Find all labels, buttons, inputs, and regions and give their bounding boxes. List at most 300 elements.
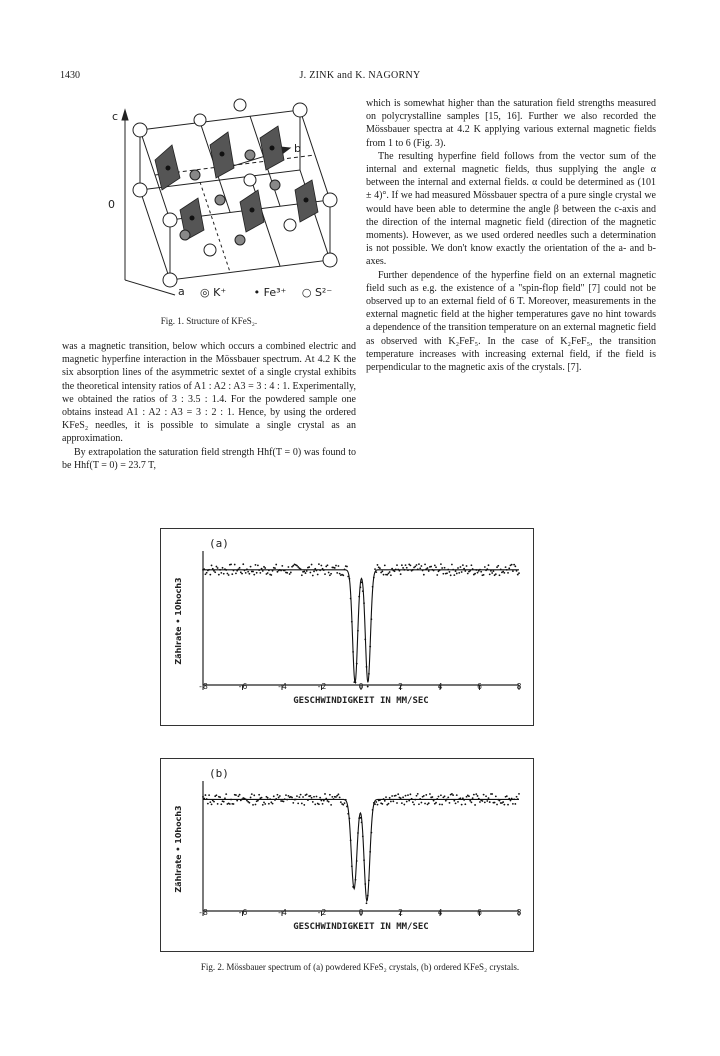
data-point: [408, 800, 410, 802]
data-point: [202, 796, 204, 798]
data-point: [395, 795, 397, 797]
data-point: [281, 565, 283, 567]
y-axis-label: Zählrate • 10hoch3: [174, 805, 183, 893]
data-point: [335, 796, 337, 798]
paragraph: By extrapolation the saturation field strength Hhf(T = 0) was found to be Hhf(T = 0) = 23.7 T,: [62, 446, 356, 471]
data-point: [263, 801, 265, 803]
data-point: [416, 564, 418, 566]
data-point: [229, 803, 231, 805]
data-point: [313, 796, 315, 798]
data-point: [479, 801, 481, 803]
data-point: [497, 565, 499, 567]
data-point: [424, 803, 426, 805]
data-point: [513, 564, 515, 566]
data-point: [418, 563, 420, 565]
data-point: [431, 796, 433, 798]
data-point: [235, 794, 237, 796]
data-point: [223, 801, 225, 803]
fig2-caption: Fig. 2. Mössbauer spectrum of (a) powdered KFeS₂ crystals, (b) ordered KFeS₂ crystals.: [200, 962, 520, 972]
data-point: [414, 566, 416, 568]
data-point: [233, 803, 235, 805]
data-point: [306, 570, 308, 572]
data-point: [331, 796, 333, 798]
data-point: [330, 804, 332, 806]
data-point: [205, 794, 207, 796]
data-point: [206, 572, 208, 574]
data-point: [230, 563, 232, 565]
data-point: [507, 572, 509, 574]
paragraph: Further dependence of the hyperfine field on an external magnetic field such as e.g. the existence of a "spin-flop field" [7] could not be observed up to an external field of 6 T. Moreover, measurements in the external magnetic field at the higher temperatures gave no hint towards a dependence of the transition temperature on an external magnetic field as observed with K₂FeF₅. In the case of K₂FeF₅, the transition temperature increases with increasing external field, if the field is perpendicular to the magnetic axis of the crystals. [7].: [366, 269, 656, 374]
data-point: [492, 570, 494, 572]
data-point: [518, 572, 520, 574]
paragraph: was a magnetic transition, below which occurs a combined electric and magnetic hyperfine interaction in the Mössbauer spectrum. At 4.2 K the six absorption lines of the asymmetric sextet of a single crystal exhibits the theoretical intensity ratios of A1 : A2 : A3 = 3 : 4 : 1. Experimentally, we obtained the ratios of 3 : 3.5 : 1.4. For the powdered sample one obtains instead A1 : A2 : A3 = 3 : 2 : 1. Hence, by using the ordered KFeS₂ needles, it is possible to simulate a single crystal as an approximation.: [62, 341, 356, 445]
data-point: [208, 794, 210, 796]
data-point: [257, 564, 259, 566]
axis-label-origin: 0: [108, 198, 115, 211]
x-tick-label: -6: [237, 682, 248, 691]
data-point: [252, 571, 254, 573]
data-point: [267, 797, 269, 799]
page-header: [40, 70, 680, 84]
x-tick-label: -6: [237, 908, 248, 917]
data-point: [389, 797, 391, 799]
data-point: [237, 795, 239, 797]
fig1-legend: [200, 286, 344, 299]
x-tick-label: -8: [198, 908, 208, 917]
data-point: [323, 800, 325, 802]
data-point: [412, 801, 414, 803]
data-point: [475, 793, 477, 795]
data-point: [394, 570, 396, 572]
data-point: [308, 566, 310, 568]
data-point: [255, 564, 257, 566]
data-point: [340, 801, 342, 803]
x-tick-label: 6: [477, 682, 482, 691]
data-point: [258, 794, 260, 796]
x-tick-label: -2: [316, 908, 327, 917]
data-point: [508, 567, 510, 569]
data-point: [334, 567, 336, 569]
data-point: [312, 801, 314, 803]
fit-curve: [203, 799, 519, 901]
data-point: [248, 802, 250, 804]
data-point: [305, 572, 307, 574]
spectrum-b-plot: [161, 759, 533, 951]
data-point: [339, 796, 341, 798]
data-point: [270, 801, 272, 803]
data-point: [217, 567, 219, 569]
data-point: [514, 565, 516, 567]
data-point: [386, 574, 388, 576]
data-point: [471, 564, 473, 566]
data-point: [336, 572, 338, 574]
data-point: [449, 802, 451, 804]
x-tick-label: 2: [398, 682, 403, 691]
data-point: [407, 794, 409, 796]
data-point: [435, 802, 437, 804]
data-point: [455, 570, 457, 572]
data-point: [517, 574, 519, 576]
data-point: [262, 804, 264, 806]
data-point: [474, 573, 476, 575]
data-point: [460, 566, 462, 568]
data-point: [516, 796, 518, 798]
data-point: [484, 801, 486, 803]
data-point: [485, 795, 487, 797]
data-point: [309, 795, 311, 797]
data-point: [512, 570, 514, 572]
data-point: [213, 801, 215, 803]
data-point: [272, 803, 274, 805]
data-point: [390, 574, 392, 576]
data-point: [236, 800, 238, 802]
data-point: [225, 793, 227, 795]
data-point: [396, 802, 398, 804]
data-point: [248, 573, 250, 575]
data-point: [401, 802, 403, 804]
data-point: [418, 803, 420, 805]
data-point: [256, 572, 258, 574]
data-point: [451, 564, 453, 566]
data-point: [477, 795, 479, 797]
data-point: [488, 564, 490, 566]
data-point: [436, 574, 438, 576]
data-point: [241, 573, 243, 575]
data-point: [338, 793, 340, 795]
data-point: [377, 804, 379, 806]
data-point: [423, 574, 425, 576]
legend-fe: • Fe³⁺: [253, 286, 287, 299]
data-point: [428, 570, 430, 572]
data-points: [202, 793, 520, 904]
chart-title: (a): [209, 537, 229, 550]
x-tick-label: -4: [277, 682, 287, 691]
data-point: [402, 796, 404, 798]
data-point: [388, 803, 390, 805]
data-point: [316, 796, 318, 798]
left-column-text: [62, 340, 356, 472]
data-point: [297, 802, 299, 804]
data-point: [438, 796, 440, 798]
data-point: [428, 802, 430, 804]
data-point: [286, 572, 288, 574]
data-point: [424, 563, 426, 565]
data-point: [228, 574, 230, 576]
data-point: [289, 573, 291, 575]
mossbauer-spectrum-b: [160, 758, 534, 952]
data-point: [457, 567, 459, 569]
data-point: [450, 574, 452, 576]
data-point: [494, 802, 496, 804]
x-tick-label: 8: [516, 908, 522, 917]
data-point: [209, 574, 211, 576]
data-point: [397, 793, 399, 795]
data-point: [313, 571, 315, 573]
data-point: [296, 795, 298, 797]
data-point: [444, 567, 446, 569]
x-tick-label: 4: [437, 908, 443, 917]
data-point: [222, 567, 224, 569]
x-tick-label: 8: [516, 682, 522, 691]
data-point: [324, 793, 326, 795]
data-point: [335, 565, 337, 567]
data-point: [472, 797, 474, 799]
data-point: [445, 800, 447, 802]
data-point: [406, 567, 408, 569]
data-point: [344, 802, 346, 804]
data-point: [390, 801, 392, 803]
data-point: [440, 794, 442, 796]
data-point: [218, 574, 220, 576]
data-point: [277, 794, 279, 796]
data-point: [427, 567, 429, 569]
data-point: [261, 797, 263, 799]
data-point: [327, 564, 329, 566]
data-point: [300, 794, 302, 796]
data-point: [312, 575, 314, 577]
data-point: [484, 566, 486, 568]
data-point: [413, 804, 415, 806]
data-point: [389, 571, 391, 573]
data-point: [328, 572, 330, 574]
data-point: [301, 574, 303, 576]
data-point: [257, 800, 259, 802]
data-point: [377, 564, 379, 566]
x-tick-label: 6: [477, 908, 482, 917]
data-point: [234, 564, 236, 566]
data-point: [452, 794, 454, 796]
data-point: [261, 568, 263, 570]
running-title: J. ZINK and K. NAGORNY: [299, 70, 421, 81]
data-point: [336, 795, 338, 797]
data-point: [466, 565, 468, 567]
data-point: [253, 794, 255, 796]
data-point: [468, 795, 470, 797]
data-point: [423, 795, 425, 797]
paragraph: which is somewhat higher than the saturation field strengths measured on polycrystalline samples [15, 16]. Further we also recorded the Mössbauer spectra at 4.2 K applying various external magnetic fields from 1 to 6 (Fig. 3).: [366, 98, 656, 149]
data-point: [239, 567, 241, 569]
data-point: [461, 804, 463, 806]
data-point: [302, 796, 304, 798]
data-point: [303, 804, 305, 806]
data-point: [214, 571, 216, 573]
data-point: [471, 801, 473, 803]
data-point: [444, 795, 446, 797]
data-point: [495, 573, 497, 575]
axis-label-c: c: [112, 110, 119, 123]
data-point: [273, 795, 275, 797]
x-tick-label: -4: [277, 908, 287, 917]
data-point: [275, 564, 277, 566]
legend-s: ○ S²⁻: [301, 286, 333, 299]
data-point: [420, 565, 422, 567]
data-point: [207, 803, 209, 805]
data-point: [288, 566, 290, 568]
data-point: [511, 564, 513, 566]
data-point: [396, 564, 398, 566]
data-point: [483, 794, 485, 796]
data-point: [499, 574, 501, 576]
data-point: [507, 804, 509, 806]
data-point: [339, 573, 341, 575]
data-point: [342, 574, 344, 576]
data-point: [462, 564, 464, 566]
data-point: [306, 794, 308, 796]
x-tick-label: -8: [198, 682, 208, 691]
data-point: [518, 793, 520, 795]
data-point: [250, 797, 252, 799]
y-axis-label: Zählrate • 10hoch3: [174, 577, 183, 665]
data-point: [481, 800, 483, 802]
data-point: [453, 800, 455, 802]
data-point: [264, 567, 266, 569]
data-point: [457, 801, 459, 803]
data-point: [314, 803, 316, 805]
data-point: [267, 572, 269, 574]
data-point: [264, 803, 266, 805]
data-point: [318, 563, 320, 565]
data-point: [216, 794, 218, 796]
data-point: [447, 797, 449, 799]
data-point: [311, 564, 313, 566]
data-point: [514, 803, 516, 805]
data-point: [253, 574, 255, 576]
data-point: [319, 797, 321, 799]
data-point: [434, 564, 436, 566]
data-point: [503, 804, 505, 806]
data-point: [483, 574, 485, 576]
data-point: [255, 804, 257, 806]
data-point: [329, 574, 331, 576]
data-point: [247, 571, 249, 573]
data-point: [288, 795, 290, 797]
x-tick-label: -2: [316, 682, 327, 691]
data-point: [489, 801, 491, 803]
data-point: [379, 567, 381, 569]
data-point: [375, 801, 377, 803]
data-point: [440, 563, 442, 565]
data-point: [301, 803, 303, 805]
legend-k-label: K⁺: [213, 286, 227, 299]
data-point: [381, 571, 383, 573]
data-point: [342, 804, 344, 806]
data-point: [298, 796, 300, 798]
x-axis-label: GESCHWINDIGKEIT IN MM/SEC: [293, 922, 429, 932]
data-point: [441, 804, 443, 806]
data-point: [320, 565, 322, 567]
data-point: [252, 804, 254, 806]
page-number: 1430: [60, 70, 80, 81]
data-point: [242, 563, 244, 565]
data-point: [223, 573, 225, 575]
data-point: [467, 573, 469, 575]
data-point: [338, 565, 340, 567]
data-point: [456, 573, 458, 575]
data-point: [385, 796, 387, 798]
data-point: [401, 564, 403, 566]
data-point: [419, 567, 421, 569]
data-point: [374, 568, 376, 570]
mossbauer-spectrum-a: [160, 528, 534, 726]
paragraph: The resulting hyperfine field follows from the vector sum of the internal and external magnetic fields, thus supplying the angle α between the internal and external fields. α could be determined as (101 ± 4)°. If we had measured Mössbauer spectra of a pure single crystal we would have been able to determine the angle β between the c-axis and the direction of the internal magnetic field (direction of the magnetic moments). However, as we used ordered needles such a determination is not possible. We don't know exactly the orientation of the a- and b-axes.: [366, 150, 656, 268]
data-point: [410, 793, 412, 795]
data-point: [480, 571, 482, 573]
data-point: [446, 572, 448, 574]
data-point: [505, 566, 507, 568]
data-point: [292, 802, 294, 804]
x-tick-label: 4: [437, 682, 443, 691]
data-point: [290, 572, 292, 574]
data-point: [405, 564, 407, 566]
data-point: [403, 804, 405, 806]
data-point: [455, 802, 457, 804]
data-point: [469, 800, 471, 802]
data-point: [488, 797, 490, 799]
data-point: [250, 566, 252, 568]
data-point: [216, 566, 218, 568]
data-point: [220, 803, 222, 805]
data-point: [205, 573, 207, 575]
data-point: [400, 797, 402, 799]
data-point: [278, 797, 280, 799]
data-point: [381, 803, 383, 805]
data-point: [400, 573, 402, 575]
data-point: [251, 793, 253, 795]
data-point: [461, 571, 463, 573]
data-point: [270, 574, 272, 576]
data-point: [217, 803, 219, 805]
data-point: [420, 802, 422, 804]
data-point: [392, 800, 394, 802]
data-point: [211, 565, 213, 567]
data-point: [473, 794, 475, 796]
data-point: [324, 573, 326, 575]
data-point: [274, 567, 276, 569]
data-point: [441, 567, 443, 569]
data-point: [388, 573, 390, 575]
data-point: [235, 572, 237, 574]
data-point: [402, 567, 404, 569]
data-point: [318, 803, 320, 805]
x-tick-label: 0: [358, 908, 364, 917]
data-point: [291, 797, 293, 799]
data-point: [405, 795, 407, 797]
data-point: [499, 800, 501, 802]
x-tick-label: 0: [358, 682, 364, 691]
data-point: [219, 796, 221, 798]
data-point: [231, 573, 233, 575]
data-point: [322, 803, 324, 805]
fig1-structure-diagram: [100, 90, 360, 310]
data-point: [384, 800, 386, 802]
data-point: [506, 795, 508, 797]
data-point: [406, 801, 408, 803]
data-point: [474, 804, 476, 806]
data-point: [503, 572, 505, 574]
data-point: [366, 902, 368, 904]
data-point: [211, 804, 213, 806]
data-point: [502, 801, 504, 803]
data-point: [429, 793, 431, 795]
data-point: [496, 566, 498, 568]
data-point: [285, 794, 287, 796]
data-point: [512, 803, 514, 805]
data-point: [209, 801, 211, 803]
data-point: [416, 795, 418, 797]
spectrum-a-plot: [161, 529, 533, 725]
data-point: [456, 794, 458, 796]
data-point: [491, 572, 493, 574]
